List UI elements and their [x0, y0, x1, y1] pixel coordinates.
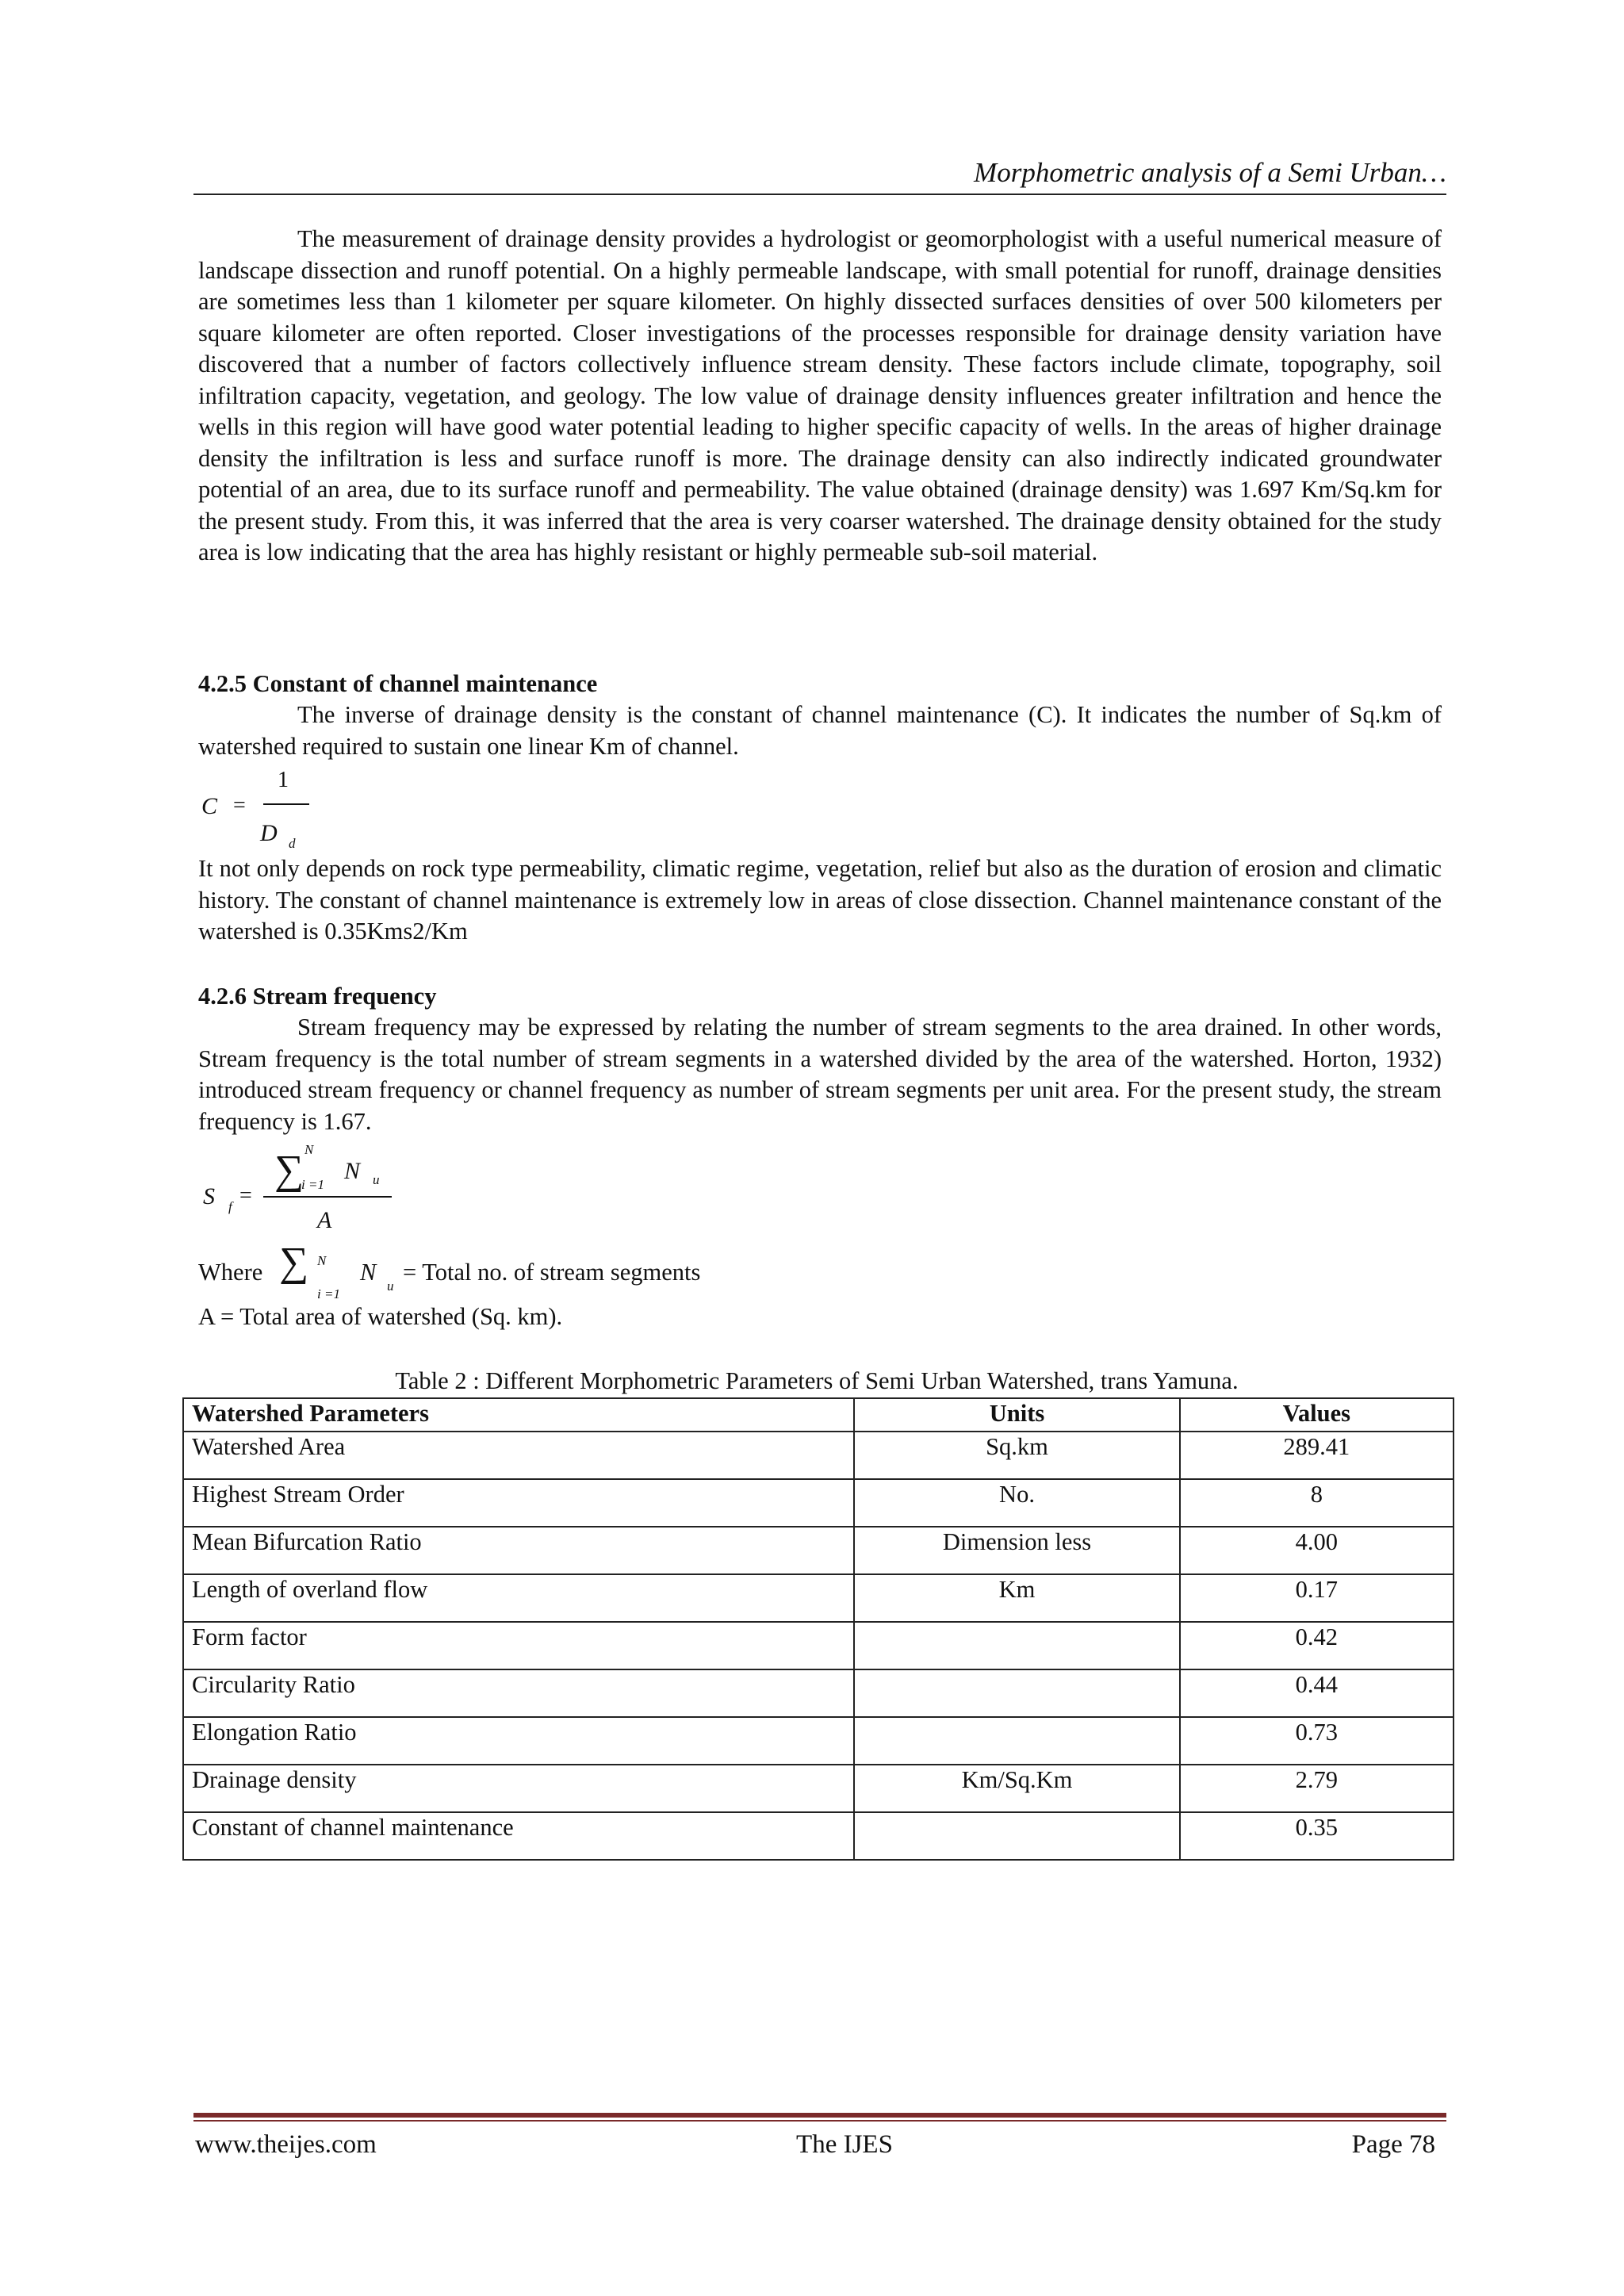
footer-website: www.theijes.com: [195, 2130, 377, 2159]
footer-rule-thin: [193, 2120, 1446, 2122]
table-cell-unit: Km/Sq.Km: [854, 1765, 1179, 1812]
where-sigma-lower: i =1: [317, 1286, 340, 1301]
table-row: [183, 1765, 1454, 1812]
formula-c-equals: =: [233, 793, 246, 818]
formula-constant-channel-maintenance: [198, 769, 357, 857]
where-sigma-upper: N: [317, 1253, 327, 1268]
table-cell-value: 0.73: [1180, 1717, 1454, 1765]
table-cell-value: 0.17: [1180, 1574, 1454, 1622]
table-cell-unit: Km: [854, 1574, 1179, 1622]
table-row: [183, 1622, 1454, 1669]
table-cell-parameter: Mean Bifurcation Ratio: [183, 1527, 854, 1574]
formula-sf-sigma-upper: N: [304, 1142, 314, 1157]
table-cell-value: 0.35: [1180, 1812, 1454, 1860]
where-definition-line: [198, 1240, 912, 1301]
table-cell-parameter: Highest Stream Order: [183, 1479, 854, 1527]
formula-sf-fraction-bar: [263, 1196, 392, 1198]
area-definition-line: A = Total area of watershed (Sq. km).: [198, 1303, 563, 1330]
table-cell-unit: Dimension less: [854, 1527, 1179, 1574]
table-cell-value: 2.79: [1180, 1765, 1454, 1812]
table-row: [183, 1717, 1454, 1765]
running-header: Morphometric analysis of a Semi Urban…: [974, 157, 1446, 188]
table-cell-unit: [854, 1812, 1179, 1860]
formula-sf-lhs-subscript: f: [228, 1199, 232, 1214]
formula-sf-lhs: S: [203, 1183, 215, 1209]
formula-c-lhs: C: [201, 793, 218, 819]
formula-sf-equals: =: [239, 1183, 252, 1208]
column-header-parameters: Watershed Parameters: [183, 1398, 854, 1432]
footer-rule-thick: [193, 2113, 1446, 2118]
table-cell-parameter: Drainage density: [183, 1765, 854, 1812]
table-cell-value: 0.42: [1180, 1622, 1454, 1669]
table-cell-parameter: Watershed Area: [183, 1432, 854, 1479]
table-row: [183, 1574, 1454, 1622]
paragraph-stream-frequency: Stream frequency may be expressed by relating the number of stream segments to the area drained. In other words, Stream frequency is the total number of stream segments in a watershed divided by the area of the watershed. Horton, 1932) introduced stream frequency or channel frequency as number of stream segments per unit area. For the present study, the stream frequency is 1.67.: [198, 1014, 1442, 1135]
footer-page-number: Page 78: [1351, 2130, 1435, 2159]
table-cell-unit: [854, 1717, 1179, 1765]
table-row: [183, 1527, 1454, 1574]
table-cell-value: 289.41: [1180, 1432, 1454, 1479]
table-row: [183, 1669, 1454, 1717]
column-header-values: Values: [1180, 1398, 1454, 1432]
header-rule: [193, 194, 1446, 195]
formula-sf-term: N: [344, 1158, 361, 1184]
formula-c-fraction-bar: [263, 803, 309, 805]
table-cell-value: 8: [1180, 1479, 1454, 1527]
table-cell-parameter: Elongation Ratio: [183, 1717, 854, 1765]
formula-sf-sigma-lower: i =1: [301, 1177, 324, 1192]
formula-c-denominator-subscript: d: [289, 836, 296, 851]
where-label: Where: [198, 1259, 263, 1286]
footer-journal: The IJES: [796, 2130, 893, 2159]
where-definition: = Total no. of stream segments: [403, 1259, 701, 1286]
table-cell-parameter: Form factor: [183, 1622, 854, 1669]
table-cell-value: 4.00: [1180, 1527, 1454, 1574]
where-sigma: ∑: [279, 1240, 309, 1285]
formula-c-numerator: 1: [278, 768, 289, 792]
table-row: [183, 1432, 1454, 1479]
table-cell-parameter: Circularity Ratio: [183, 1669, 854, 1717]
paragraph-channel-maintenance-intro: The inverse of drainage density is the constant of channel maintenance (C). It indicates the number of Sq.km of watershed required to sustain one linear Km of channel.: [198, 701, 1442, 760]
paragraph-drainage-density: The measurement of drainage density provides a hydrologist or geomorphologist with a useful numerical measure of landscape dissection and runoff potential. On a highly permeable landscape, with small potential for runoff, drainage densities are sometimes less than 1 kilometer per square kilometer. On highly dissected surfaces densities of over 500 kilometers per square kilometer are often reported. Closer investigations of the processes responsible for drainage density variation have discovered that a number of factors collectively influence stream density. These factors include climate, topography, soil infiltration capacity, vegetation, and geology. The low value of drainage density influences greater infiltration and hence the wells in this region will have good water potential leading to higher specific capacity of wells. In the areas of higher drainage density the infiltration is less and surface runoff is more. The drainage density can also indirectly indicated groundwater potential of an area, due to its surface runoff and permeability. The value obtained (drainage density) was 1.697 Km/Sq.km for the present study. From this, it was inferred that the area is very coarser watershed. The drainage density obtained for the study area is low indicating that the area has highly resistant or highly permeable sub-soil material.: [198, 225, 1442, 565]
morphometric-parameters-table: [182, 1397, 1454, 1861]
formula-c-denominator: D: [260, 820, 278, 846]
formula-sf-denominator: A: [317, 1207, 332, 1233]
formula-sf-term-subscript: u: [373, 1172, 380, 1187]
formula-stream-frequency: [198, 1142, 436, 1245]
table-cell-value: 0.44: [1180, 1669, 1454, 1717]
table-row: [183, 1479, 1454, 1527]
section-heading-4-2-5: 4.2.5 Constant of channel maintenance: [198, 670, 598, 697]
table-cell-unit: No.: [854, 1479, 1179, 1527]
table-cell-unit: [854, 1669, 1179, 1717]
column-header-units: Units: [854, 1398, 1179, 1432]
where-term: N: [360, 1259, 377, 1286]
table-caption: Table 2 : Different Morphometric Parameters of Semi Urban Watershed, trans Yamuna.: [395, 1367, 1239, 1394]
where-term-subscript: u: [387, 1278, 394, 1294]
table-row: [183, 1812, 1454, 1860]
paragraph-channel-maintenance-body: It not only depends on rock type permeability, climatic regime, vegetation, relief but also as the duration of erosion and climatic history. The constant of channel maintenance is extremely low in areas of close dissection. Channel maintenance constant of the watershed is 0.35Kms2/Km: [198, 855, 1442, 945]
table-cell-parameter: Constant of channel maintenance: [183, 1812, 854, 1860]
table-cell-unit: Sq.km: [854, 1432, 1179, 1479]
table-cell-unit: [854, 1622, 1179, 1669]
table-cell-parameter: Length of overland flow: [183, 1574, 854, 1622]
formula-sf-sigma: ∑: [274, 1148, 304, 1193]
table-header-row: [183, 1398, 1454, 1432]
section-heading-4-2-6: 4.2.6 Stream frequency: [198, 983, 437, 1010]
